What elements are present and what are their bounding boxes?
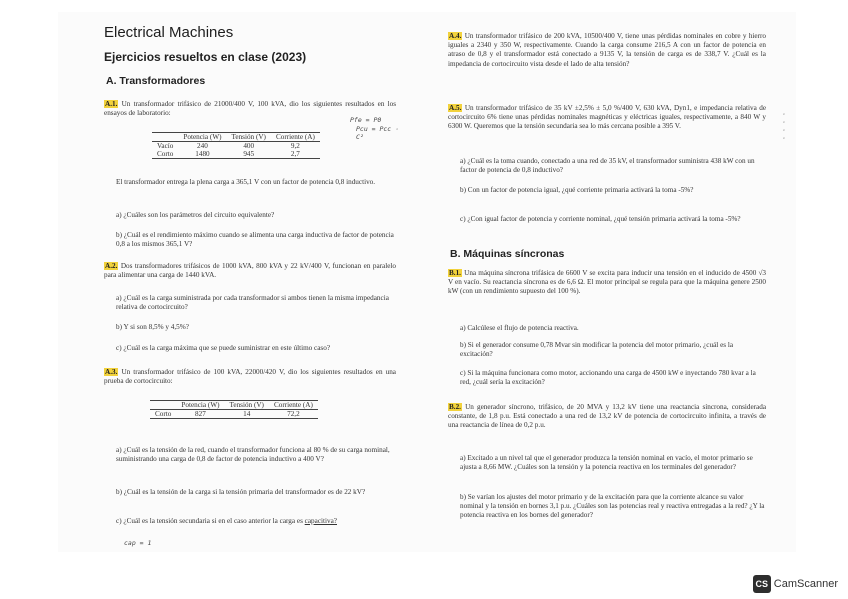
exercise-a3-question-a: a) ¿Cuál es la tensión de la red, cuando el transformador funciona al 80 % de su carga nominal, suministrando una carga de 0,8 de factor de potencia inductivo a 400 V? xyxy=(116,446,390,464)
table-header: Corriente (A) xyxy=(271,133,320,142)
exercise-a2-question-c: c) ¿Cuál es la carga máxima que se puede suministrar en este último caso? xyxy=(116,344,331,352)
exercise-a4-statement xyxy=(448,32,766,69)
exercise-b2-question-a: a) Excitado a un nivel tal que el generador produzca la tensión nominal en vacío, el motor primario se ajusta a 8,66 MW. ¿Cuáles son la tensión y la potencia reactiva en los terminales del generador? xyxy=(460,454,753,472)
table-cell: Vacío xyxy=(157,142,174,150)
handwritten-note-pfe: Pfe = P0 xyxy=(350,116,382,124)
exercise-b1-statement xyxy=(448,269,766,297)
table-cell: 240 xyxy=(197,142,208,150)
exercise-a3-tag: A.3. xyxy=(105,368,118,376)
table-header xyxy=(152,133,178,142)
exercise-a2-question-a: a) ¿Cuál es la carga suministrada por cada transformador si ambos tienen la misma impedancia relativa de cortocircuito? xyxy=(116,294,389,312)
exercise-a1-question-a: a) ¿Cuáles son los parámetros del circuito equivalente? xyxy=(116,211,275,219)
table-header: Tensión (V) xyxy=(225,401,269,410)
table-header: Tensión (V) xyxy=(227,133,271,142)
table-header xyxy=(150,401,176,410)
exercise-a3-question-b: b) ¿Cuál es la tensión de la carga si la tensión primaria del transformador es de 22 kV? xyxy=(116,488,366,496)
exercise-a1-para2: El transformador entrega la plena carga a 365,1 V con un factor de potencia 0,8 inductivo. xyxy=(116,178,376,186)
table-row xyxy=(152,150,320,159)
exercise-a5-statement xyxy=(448,104,766,132)
exercise-b1-tag: B.1. xyxy=(449,269,461,277)
exercise-a3-text: Un transformador trifásico de 100 kVA, 22000/420 V, dio los siguientes resultados en una prueba de cortocircuito: xyxy=(104,368,396,386)
table-header: Potencia (W) xyxy=(176,401,224,410)
exercise-a1-text: Un transformador trifásico de 21000/400 V, 100 kVA, dio los siguientes resultados en los ensayos de laboratorio: xyxy=(104,100,396,118)
document-title: Electrical Machines xyxy=(104,24,234,41)
exercise-b1-text: Una máquina síncrona trifásica de 6600 V se excita para inducir una tensión en el inducido de 4500 √3 V en vacío. Su reactancia síncrona es de 6,6 Ω. El motor principal se regula para que la máquina genere 2500 kW (con un rendimiento supuesto del 100 %). xyxy=(448,269,767,296)
exercise-a3-table xyxy=(150,400,318,419)
exercise-a5-question-b: b) Con un factor de potencia igual, ¿qué corriente primaria activará la toma -5%? xyxy=(460,186,694,194)
camscanner-watermark xyxy=(753,575,838,593)
table-row xyxy=(150,410,318,419)
exercise-b1-question-c: c) Si la máquina funcionara como motor, accionando una carga de 4500 kW e inyectando 780 kvar a la red, ¿cuál sería la excitación? xyxy=(460,369,756,387)
exercise-a5-question-c: c) ¿Con igual factor de potencia y corriente nominal, ¿qué tensión primaria activará la toma -5%? xyxy=(460,215,741,223)
table-row xyxy=(152,142,320,151)
table-cell: 9,2 xyxy=(290,142,300,150)
exercise-b2-tag: B.2. xyxy=(449,403,461,411)
section-b-heading: B. Máquinas síncronas xyxy=(450,248,565,260)
exercise-b1-question-a: a) Calcúlese el flujo de potencia reactiva. xyxy=(460,324,579,332)
table-cell: 1480 xyxy=(195,150,210,158)
exercise-a4-tag: A.4. xyxy=(449,32,462,40)
camscanner-brand: CamScanner xyxy=(773,578,838,590)
table-cell: 2,7 xyxy=(290,150,300,158)
exercise-a5-tag: A.5. xyxy=(449,104,462,112)
table-cell: Corto xyxy=(157,150,174,158)
exercise-a2-text: Dos transformadores trifásicos de 1000 kVA, 800 kVA y 22 kV/400 V, funcionan en paralelo para alimentar una carga de 1440 kVA. xyxy=(104,262,397,280)
table-cell: 827 xyxy=(195,410,206,418)
exercise-a3-question-c-underlined: capacitiva? xyxy=(304,517,337,525)
exercise-a1-tag: A.1. xyxy=(105,100,118,108)
exercise-b1-question-b: b) Si el generador consume 0,78 Mvar sin modificar la potencia del motor primario, ¿cuál es la excitación? xyxy=(460,341,734,359)
exercise-a1-table xyxy=(152,132,320,159)
exercise-b2-question-b: b) Se varían los ajustes del motor primario y de la excitación para que la corriente alcance su valor nominal y la tensión en bornes 3,1 p.u. ¿Cuáles son las potencias real y reactiva entregadas a la red? ¿Y la potencia reactiva en los bornes del generador? xyxy=(460,493,765,520)
table-cell: Corto xyxy=(155,410,172,418)
table-header: Potencia (W) xyxy=(178,133,226,142)
exercise-a4-text: Un transformador trifásico de 200 kVA, 10500/400 V, tiene unas pérdidas nominales en cobre y hierro iguales a 2340 y 350 W, respectivamente. Cuando la carga consume 216,5 A con un factor de potencia en atraso de 0,8 y el transformador está conectado a 9135 V, la tensión de carga es de 338,7 V. ¿Cuál es la impedancia de cortocircuito vista desde el lado de alta tensión? xyxy=(448,32,766,68)
table-header: Corriente (A) xyxy=(269,401,318,410)
table-cell: 400 xyxy=(243,142,255,150)
exercise-a3-statement xyxy=(104,368,396,386)
exercise-b2-statement xyxy=(448,403,766,431)
exercise-a5-text: Un transformador trifásico de 35 kV ±2,5% ± 5,0 %/400 V, 630 kVA, Dyn1, e impedancia relativa de cortocircuito 6% tiene unas pérdidas nominales magnéticas y eléctricas iguales, respectivamente, a 840 W y 6300 W. Queremos que la tensión secundaria sea lo más cercana posible a 395 V. xyxy=(448,104,767,131)
exercise-a3-question-c xyxy=(116,517,396,526)
exercise-a2-tag: A.2. xyxy=(105,262,118,270)
table-cell: 945 xyxy=(243,150,255,158)
section-a-heading: A. Transformadores xyxy=(106,75,206,87)
margin-dots: · · · · xyxy=(782,110,786,142)
document-subtitle: Ejercicios resueltos en clase (2023) xyxy=(104,50,307,64)
exercise-a2-question-b: b) Y si son 8,5% y 4,5%? xyxy=(116,323,189,331)
document-page xyxy=(58,12,796,552)
table-cell: 14 xyxy=(243,410,251,418)
exercise-a5-question-a: a) ¿Cuál es la toma cuando, conectado a una red de 35 kV, el transformador suministra 438 kW con un factor de potencia de 0,8 inductivo? xyxy=(460,157,755,175)
exercise-a1-question-b: b) ¿Cuál es el rendimiento máximo cuando se alimenta una carga inductiva de factor de potencia 0,8 a los mismos 365,1 V? xyxy=(116,231,394,249)
exercise-a3-question-c-text: c) ¿Cuál es la tensión secundaria si en el caso anterior la carga es xyxy=(116,517,303,525)
table-cell: 72,2 xyxy=(287,410,300,418)
handwritten-note-cap: cap = 1 xyxy=(124,539,152,547)
exercise-b2-text: Un generador síncrono, trifásico, de 20 MVA y 13,2 kV tiene una reactancia síncrona, considerada constante, de 1,8 p.u. Está conectado a una red de 13,2 kV de potencia de cortocircuito infinita, a través de una reactancia de línea de 0,2 p.u. xyxy=(448,403,767,430)
exercise-a2-statement xyxy=(104,262,396,280)
camscanner-logo: CS xyxy=(753,575,771,593)
handwritten-note-pcu: Pcu = Pcc · C² xyxy=(356,125,400,141)
